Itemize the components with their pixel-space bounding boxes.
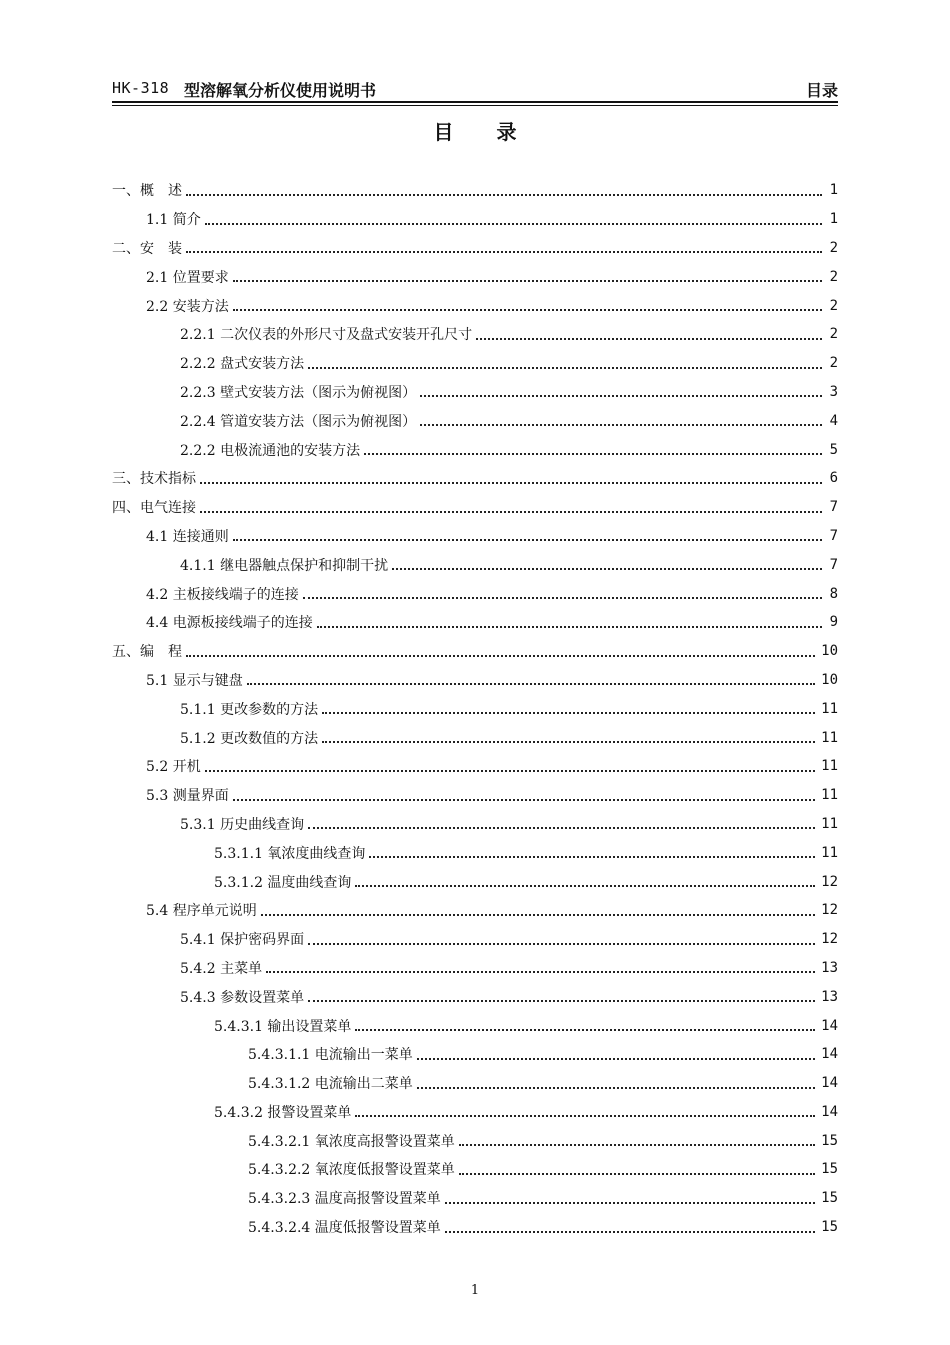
toc-entry-page: 1 xyxy=(829,182,838,199)
document-title: 型溶解氧分析仪使用说明书 xyxy=(184,81,377,100)
toc-entry[interactable] xyxy=(112,666,838,695)
toc-entry-page: 14 xyxy=(821,1075,838,1092)
toc-entry[interactable] xyxy=(112,1011,838,1040)
toc-entry[interactable] xyxy=(112,608,838,637)
toc-entry-label: 2.2 安装方法 xyxy=(146,296,233,316)
toc-entry-label: 5.3 测量界面 xyxy=(146,785,233,805)
toc-entry-label: 1.1 简介 xyxy=(146,209,205,229)
toc-entry-label: 4.2 主板接线端子的连接 xyxy=(146,584,303,604)
toc-dot-leader xyxy=(369,855,815,858)
toc-entry-label: 5.4.3 参数设置菜单 xyxy=(180,987,308,1007)
toc-dot-leader xyxy=(445,1201,815,1204)
toc-dot-leader xyxy=(186,250,822,253)
header-rule-thin xyxy=(112,105,838,106)
toc-entry-page: 7 xyxy=(829,527,838,544)
toc-entry-label: 5.4.3.1.1 电流输出一菜单 xyxy=(248,1044,417,1064)
toc-entry-label: 二、安 装 xyxy=(112,238,186,258)
toc-entry-label: 5.4.1 保护密码界面 xyxy=(180,929,308,949)
toc-entry-page: 11 xyxy=(821,815,838,832)
toc-entry-page: 4 xyxy=(829,412,838,429)
toc-dot-leader xyxy=(233,308,822,311)
toc-dot-leader xyxy=(355,1028,815,1031)
toc-entry-page: 9 xyxy=(829,614,838,631)
toc-entry[interactable] xyxy=(112,954,838,983)
toc-entry-label: 5.1.2 更改数值的方法 xyxy=(180,728,322,748)
toc-entry-page: 2 xyxy=(829,268,838,285)
toc-entry[interactable] xyxy=(112,723,838,752)
toc-dot-leader xyxy=(417,1086,815,1089)
toc-dot-leader xyxy=(308,942,815,945)
toc-entry[interactable] xyxy=(112,810,838,839)
header-section-name: 目录 xyxy=(805,81,838,100)
toc-entry-label: 4.1 连接通则 xyxy=(146,526,233,546)
toc-entry-page: 2 xyxy=(829,297,838,314)
document-code: HK-318 xyxy=(112,79,170,97)
toc-entry[interactable] xyxy=(112,320,838,349)
toc-dot-leader xyxy=(186,654,815,657)
toc-dot-leader xyxy=(476,337,822,340)
toc-entry-page: 6 xyxy=(829,470,838,487)
toc-dot-leader xyxy=(233,538,822,541)
toc-entry-page: 14 xyxy=(821,1103,838,1120)
toc-dot-leader xyxy=(420,394,822,397)
toc-entry[interactable] xyxy=(112,1126,838,1155)
toc-entry-page: 11 xyxy=(821,787,838,804)
toc-entry-page: 11 xyxy=(821,729,838,746)
toc-dot-leader xyxy=(392,567,822,570)
toc-entry-label: 2.2.3 壁式安装方法（图示为俯视图） xyxy=(180,382,420,402)
toc-dot-leader xyxy=(322,740,815,743)
toc-entry[interactable] xyxy=(112,435,838,464)
toc-entry-page: 8 xyxy=(829,585,838,602)
toc-entry[interactable] xyxy=(112,1155,838,1184)
toc-dot-leader xyxy=(308,366,822,369)
toc-entry-page: 11 xyxy=(821,844,838,861)
toc-entry[interactable] xyxy=(112,205,838,234)
toc-entry-label: 五、编 程 xyxy=(112,641,186,661)
toc-entry-page: 10 xyxy=(821,671,838,688)
header-rule-thick xyxy=(112,101,838,103)
toc-dot-leader xyxy=(322,711,815,714)
toc-entry-page: 2 xyxy=(829,355,838,372)
toc-entry-label: 5.4.3.1.2 电流输出二菜单 xyxy=(248,1073,417,1093)
toc-entry[interactable] xyxy=(112,1040,838,1069)
toc-entry[interactable] xyxy=(112,262,838,291)
toc-entry[interactable] xyxy=(112,493,838,522)
toc-entry[interactable] xyxy=(112,867,838,896)
toc-entry-page: 11 xyxy=(821,700,838,717)
toc-dot-leader xyxy=(459,1143,815,1146)
toc-entry-label: 5.1 显示与键盘 xyxy=(146,670,247,690)
toc-entry-label: 一、概 述 xyxy=(112,180,186,200)
toc-dot-leader xyxy=(200,510,822,513)
toc-entry-label: 5.4.3.2.4 温度低报警设置菜单 xyxy=(248,1217,445,1237)
toc-entry[interactable] xyxy=(112,752,838,781)
toc-dot-leader xyxy=(355,884,815,887)
toc-entry-label: 三、技术指标 xyxy=(112,468,200,488)
toc-entry[interactable] xyxy=(112,1184,838,1213)
toc-entry-page: 11 xyxy=(821,758,838,775)
toc-entry[interactable] xyxy=(112,925,838,954)
toc-entry-label: 四、电气连接 xyxy=(112,497,200,517)
toc-entry-page: 15 xyxy=(821,1190,838,1207)
toc-dot-leader xyxy=(308,999,815,1002)
toc-entry-label: 5.4.3.2.1 氧浓度高报警设置菜单 xyxy=(248,1131,459,1151)
toc-entry-page: 7 xyxy=(829,499,838,516)
toc-dot-leader xyxy=(364,452,822,455)
toc-entry-page: 5 xyxy=(829,441,838,458)
toc-entry-label: 5.4.3.1 输出设置菜单 xyxy=(214,1016,355,1036)
toc-entry-page: 12 xyxy=(821,902,838,919)
toc-entry-page: 1 xyxy=(829,211,838,228)
toc-entry-label: 5.4.2 主菜单 xyxy=(180,958,266,978)
toc-entry[interactable] xyxy=(112,838,838,867)
toc-entry-label: 5.3.1.1 氧浓度曲线查询 xyxy=(214,843,369,863)
toc-dot-leader xyxy=(233,279,822,282)
toc-entry-page: 15 xyxy=(821,1219,838,1236)
table-of-contents xyxy=(112,176,838,1241)
toc-dot-leader xyxy=(233,798,815,801)
toc-entry[interactable] xyxy=(112,579,838,608)
toc-entry-label: 2.2.1 二次仪表的外形尺寸及盘式安装开孔尺寸 xyxy=(180,324,476,344)
toc-entry[interactable] xyxy=(112,637,838,666)
toc-entry-label: 4.1.1 继电器触点保护和抑制干扰 xyxy=(180,555,392,575)
toc-dot-leader xyxy=(420,423,822,426)
toc-title: 目 录 xyxy=(433,120,535,144)
toc-entry-page: 15 xyxy=(821,1132,838,1149)
toc-entry-label: 5.4.3.2.2 氧浓度低报警设置菜单 xyxy=(248,1159,459,1179)
toc-dot-leader xyxy=(308,826,815,829)
toc-dot-leader xyxy=(261,913,815,916)
toc-dot-leader xyxy=(317,625,822,628)
toc-entry-label: 2.2.4 管道安装方法（图示为俯视图） xyxy=(180,411,420,431)
toc-dot-leader xyxy=(200,481,822,484)
toc-entry-label: 5.4 程序单元说明 xyxy=(146,900,261,920)
toc-dot-leader xyxy=(459,1172,815,1175)
toc-entry-label: 5.2 开机 xyxy=(146,756,205,776)
toc-entry-label: 2.2.2 电极流通池的安装方法 xyxy=(180,440,364,460)
toc-entry-page: 12 xyxy=(821,873,838,890)
toc-entry[interactable] xyxy=(112,349,838,378)
toc-entry[interactable] xyxy=(112,291,838,320)
toc-entry[interactable] xyxy=(112,550,838,579)
toc-entry[interactable] xyxy=(112,694,838,723)
toc-entry[interactable] xyxy=(112,1098,838,1127)
toc-dot-leader xyxy=(247,682,815,685)
toc-dot-leader xyxy=(205,769,815,772)
toc-dot-leader xyxy=(355,1114,815,1117)
toc-entry[interactable] xyxy=(112,176,838,205)
toc-entry-page: 7 xyxy=(829,556,838,573)
toc-dot-leader xyxy=(417,1057,815,1060)
toc-entry[interactable] xyxy=(112,982,838,1011)
toc-dot-leader xyxy=(266,970,815,973)
toc-entry[interactable] xyxy=(112,1213,838,1242)
toc-entry[interactable] xyxy=(112,896,838,925)
toc-entry-label: 2.1 位置要求 xyxy=(146,267,233,287)
toc-entry[interactable] xyxy=(112,464,838,493)
toc-entry-page: 15 xyxy=(821,1161,838,1178)
toc-entry[interactable] xyxy=(112,378,838,407)
toc-entry-label: 5.3.1 历史曲线查询 xyxy=(180,814,308,834)
toc-entry-page: 10 xyxy=(821,643,838,660)
toc-entry-page: 12 xyxy=(821,931,838,948)
toc-entry[interactable] xyxy=(112,781,838,810)
page-header xyxy=(112,78,838,100)
toc-entry-page: 3 xyxy=(829,383,838,400)
toc-entry-page: 14 xyxy=(821,1017,838,1034)
toc-entry-page: 2 xyxy=(829,239,838,256)
toc-entry-label: 5.4.3.2 报警设置菜单 xyxy=(214,1102,355,1122)
toc-entry-label: 5.3.1.2 温度曲线查询 xyxy=(214,872,355,892)
toc-entry[interactable] xyxy=(112,406,838,435)
toc-entry[interactable] xyxy=(112,522,838,551)
toc-dot-leader xyxy=(205,222,822,225)
toc-entry-page: 13 xyxy=(821,988,838,1005)
toc-entry-label: 5.4.3.2.3 温度高报警设置菜单 xyxy=(248,1188,445,1208)
toc-entry-page: 2 xyxy=(829,326,838,343)
footer-page-number: 1 xyxy=(470,1283,480,1298)
toc-entry-page: 13 xyxy=(821,959,838,976)
toc-entry-page: 14 xyxy=(821,1046,838,1063)
toc-entry[interactable] xyxy=(112,1069,838,1098)
toc-entry-label: 2.2.2 盘式安装方法 xyxy=(180,353,308,373)
toc-dot-leader xyxy=(303,596,822,599)
toc-entry-label: 4.4 电源板接线端子的连接 xyxy=(146,612,317,632)
toc-entry[interactable] xyxy=(112,234,838,263)
toc-dot-leader xyxy=(186,193,822,196)
toc-entry-label: 5.1.1 更改参数的方法 xyxy=(180,699,322,719)
toc-dot-leader xyxy=(445,1230,815,1233)
